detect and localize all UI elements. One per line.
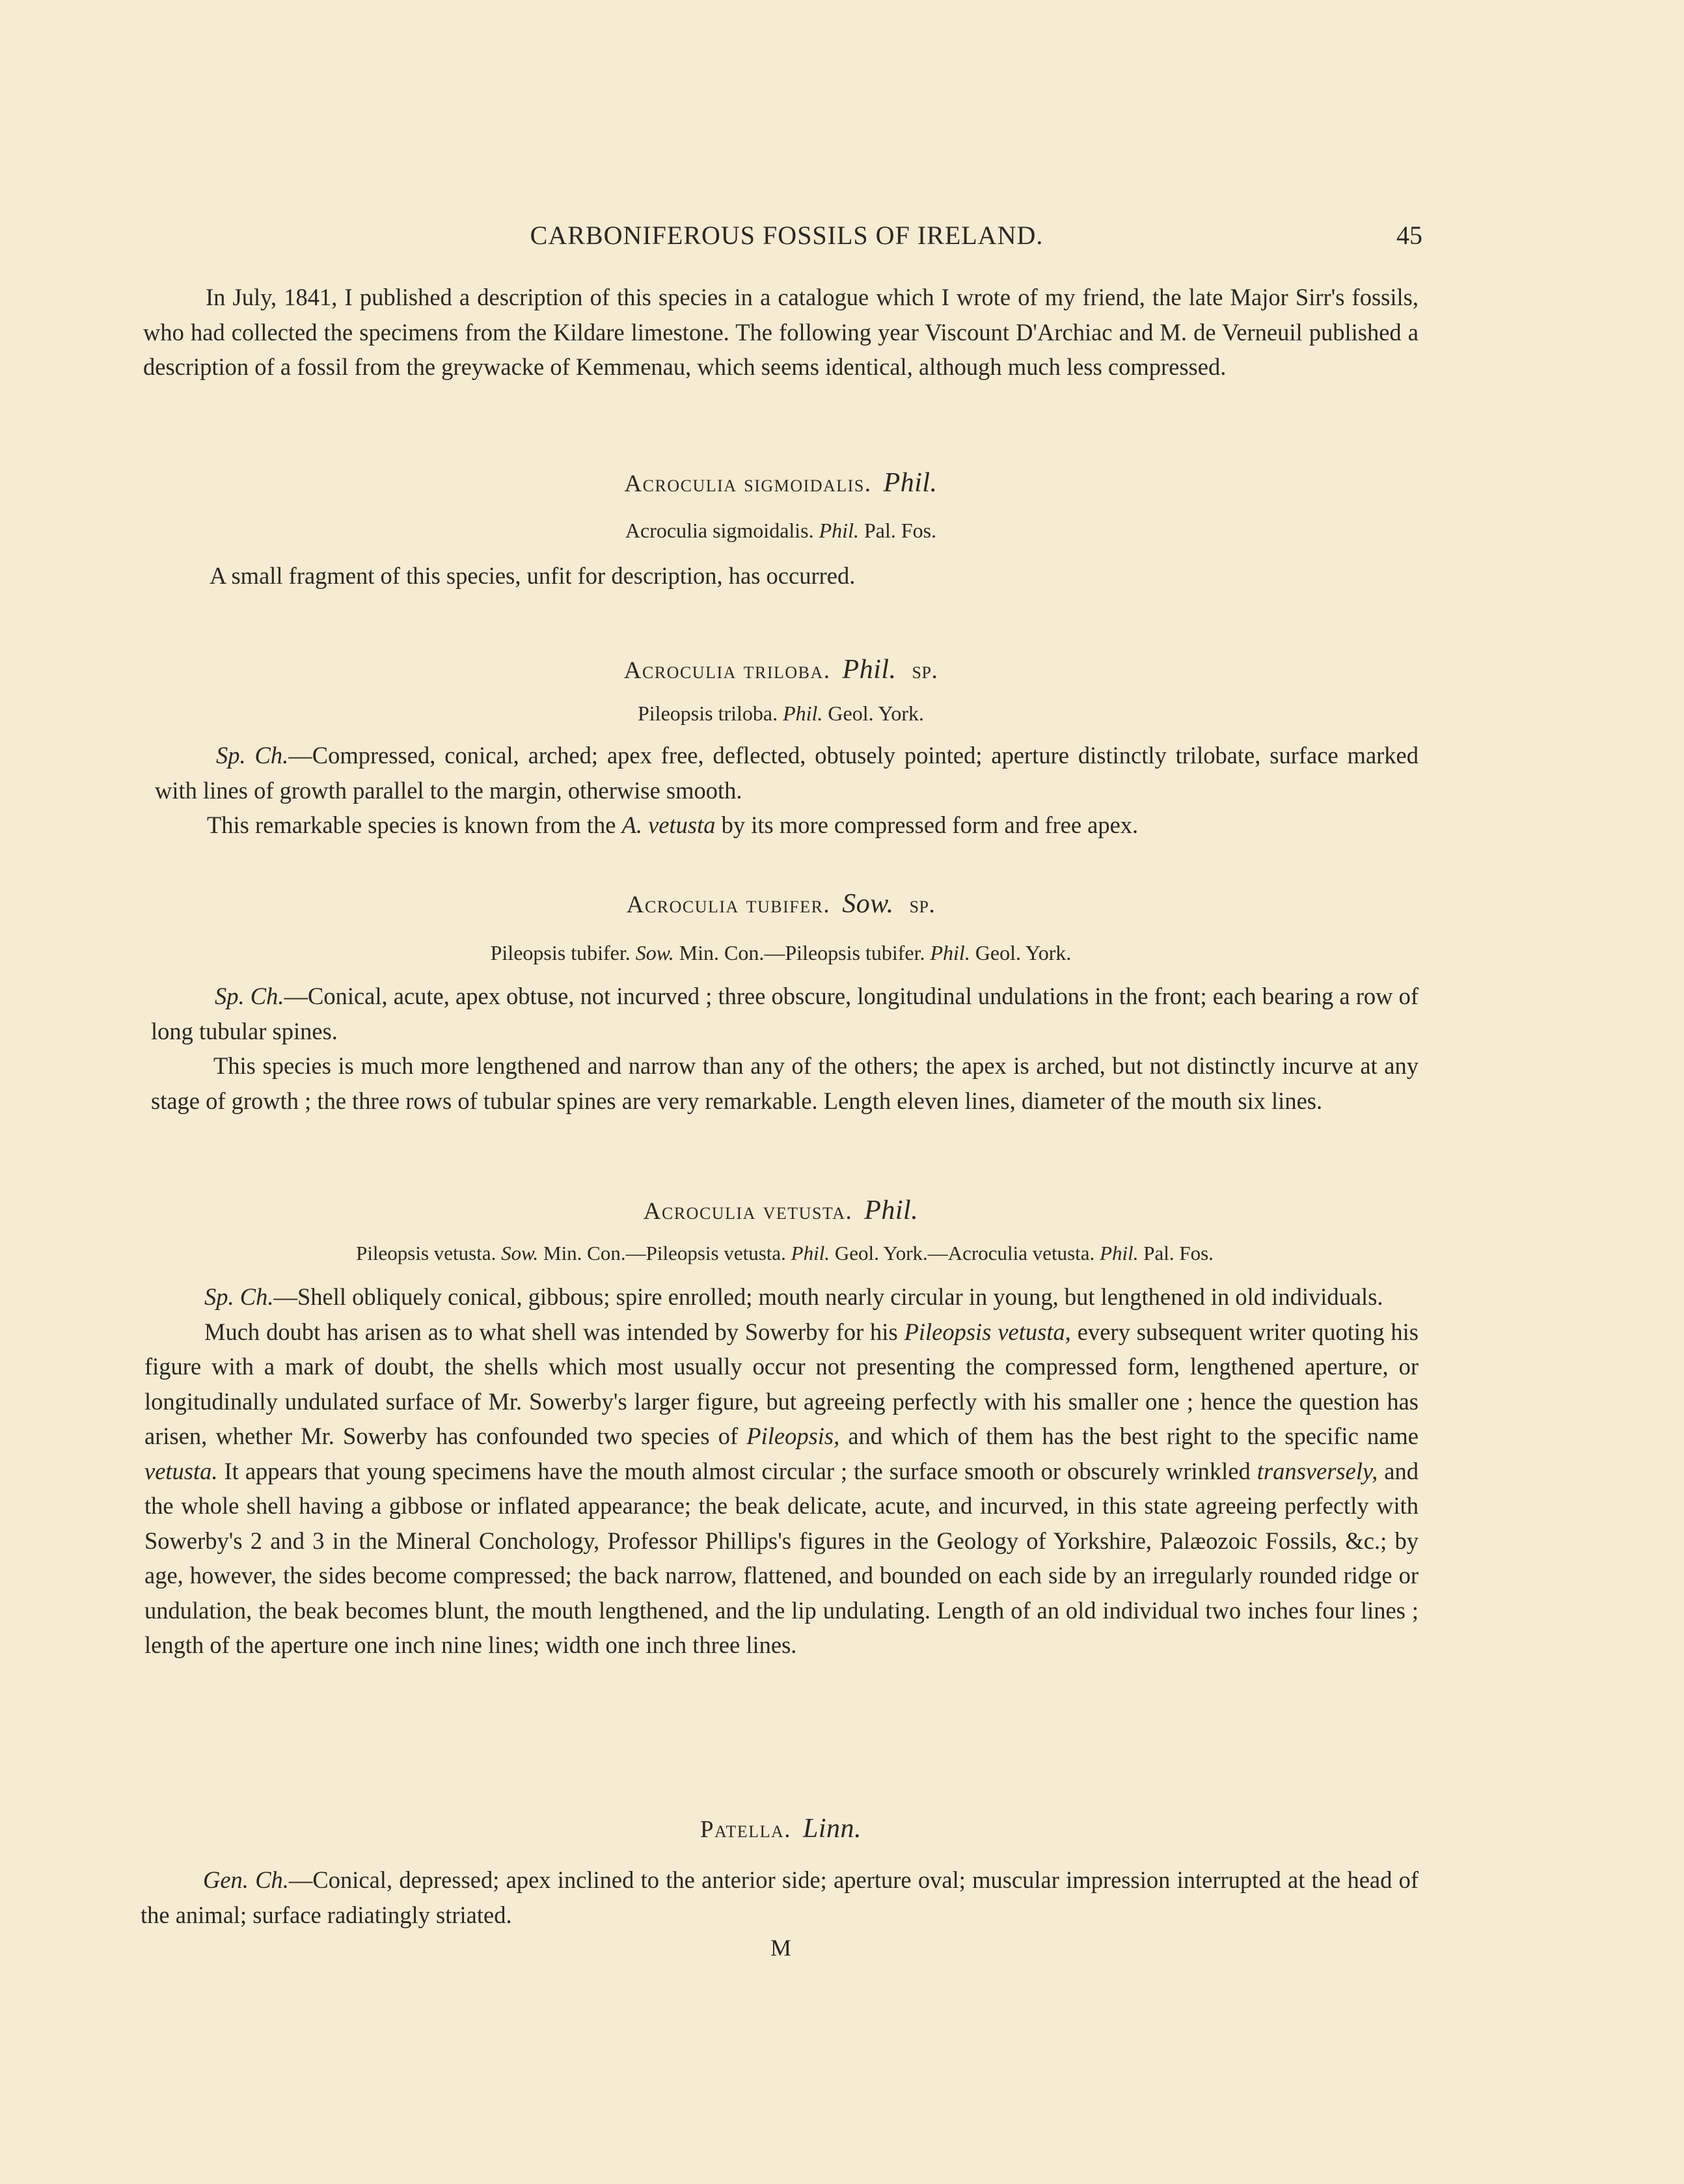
species-name: Acroculia vetusta. — [643, 1198, 853, 1225]
discussion-italic-3: vetusta. — [144, 1457, 218, 1484]
synonym-ref: Pal. Fos. — [863, 519, 937, 542]
species-name: Acroculia sigmoidalis. — [624, 471, 872, 497]
triloba-remark — [155, 808, 1419, 843]
genus-name: Patella. — [699, 1816, 791, 1843]
synonym-author: Phil. — [783, 702, 823, 725]
ch-text: —Conical, acute, apex obtuse, not incurved ; three obscure, longitudinal undulations in the front; each bearing a row of long tubular spines. — [151, 983, 1419, 1044]
synonym-author: Sow. — [501, 1242, 539, 1264]
triloba-characters — [155, 738, 1419, 808]
synonym-sigmoidalis — [143, 519, 1419, 543]
synonym-tubifer — [143, 941, 1419, 965]
species-sp: sp. — [912, 657, 938, 684]
species-author: Phil. — [864, 1195, 919, 1225]
synonym-author-2: Phil. — [930, 941, 970, 964]
discussion-text-4: It appears that young specimens have the mouth almost circular ; the surface smooth or obscurely wrinkled — [217, 1457, 1257, 1484]
synonym-ref: Geol. York. — [828, 702, 924, 725]
synonym-author-3: Phil. — [1100, 1242, 1139, 1264]
synonym-author-2: Phil. — [791, 1242, 830, 1264]
ch-text: —Conical, depressed; apex inclined to the anterior side; aperture oval; muscular impression interrupted at the head of the animal; surface radiatingly striated. — [141, 1866, 1419, 1928]
heading-triloba — [143, 654, 1419, 685]
species-sp: sp. — [909, 892, 936, 918]
discussion-italic-2: Pileopsis, — [746, 1423, 840, 1449]
ch-label: Sp. Ch. — [216, 742, 289, 769]
remark-italic: A. vetusta — [621, 812, 716, 838]
synonym-text: Pileopsis triloba. — [637, 702, 778, 725]
ch-text: —Shell obliquely conical, gibbous; spire enrolled; mouth nearly circular in young, but lengthened in old individuals. — [273, 1283, 1383, 1310]
species-author: Sow. — [842, 889, 894, 919]
vetusta-characters — [144, 1279, 1419, 1315]
synonym-text: Pileopsis tubifer. — [490, 941, 631, 964]
heading-tubifer — [143, 888, 1419, 920]
discussion-text-1: Much doubt has arisen as to what shell was intended by Sowerby for his — [204, 1318, 904, 1345]
tubifer-paragraph — [151, 979, 1419, 1118]
intro-paragraph — [143, 280, 1419, 385]
vetusta-discussion — [144, 1315, 1419, 1663]
discussion-text-5: and the whole shell having a gibbose or inflated appearance; the beak delicate, acute, and incurved, in this state agreeing perfectly with Sowerby's 2 and 3 in the Mineral Conchology, Professor Phillips's figures in the Geology of Yorkshire, Palæozoic Fossils, &c.; by age, however, the sides become compressed; the back narrow, flattened, and bounded on each side by an irregularly rounded ridge or undulation, the beak becomes blunt, the mouth lengthened, and the lip undulating. Length of an old individual two inches four lines ; length of the aperture one inch nine lines; width one inch three lines. — [144, 1457, 1419, 1658]
heading-patella — [143, 1813, 1419, 1844]
remark-text-end: by its more compressed form and free apex. — [715, 812, 1139, 838]
discussion-text-3: and which of them has the best right to the specific name — [839, 1423, 1419, 1449]
ch-text: —Compressed, conical, arched; apex free, deflected, obtusely pointed; aperture distinctly trilobate, surface marked with lines of growth parallel to the margin, otherwise smooth. — [155, 742, 1419, 804]
synonym-ref: Min. Con.—Pileopsis tubifer. — [679, 941, 925, 964]
synonym-triloba — [143, 702, 1419, 726]
vetusta-paragraph — [144, 1279, 1419, 1663]
triloba-paragraph — [155, 738, 1419, 843]
synonym-ref: Min. Con.—Pileopsis vetusta. — [543, 1242, 786, 1264]
genus-author: Linn. — [803, 1814, 862, 1844]
patella-paragraph — [141, 1863, 1419, 1932]
tubifer-characters — [151, 979, 1419, 1048]
synonym-text: Pileopsis vetusta. — [356, 1242, 496, 1264]
discussion-italic-4: transversely, — [1256, 1457, 1378, 1484]
synonym-ref-2: Geol. York.—Acroculia vetusta. — [834, 1242, 1095, 1264]
running-head — [151, 220, 1422, 259]
ch-label: Sp. Ch. — [204, 1283, 274, 1310]
running-title: CARBONIFEROUS FOSSILS OF IRELAND. — [530, 221, 1044, 250]
intro-text: In July, 1841, I published a description of this species in a catalogue which I wrote of my friend, the late Major Sirr's fossils, who had collected the specimens from the Kildare limestone. The following year Viscount D'Archiac and M. de Verneuil published a description of a fossil from the greywacke of Kemmenau, which seems identical, although much less compressed. — [143, 284, 1419, 380]
synonym-ref-2: Geol. York. — [975, 941, 1072, 964]
synonym-author: Sow. — [635, 941, 674, 964]
synonym-vetusta — [147, 1242, 1422, 1265]
sigmoidalis-paragraph — [143, 558, 1419, 594]
synonym-text: Acroculia sigmoidalis. — [625, 519, 814, 542]
synonym-ref-3: Pal. Fos. — [1143, 1242, 1214, 1264]
discussion-text-2: every subsequent writer quoting his figure with a mark of doubt, the shells which most usually occur not presenting the compressed form, lengthened aperture, or longitudinally undulated surface of Mr. Sowerby's larger figure, but agreeing perfectly with his smaller one ; hence the question has arisen, whether Mr. Sowerby has confounded two species of — [144, 1318, 1419, 1449]
species-author: Phil. — [883, 468, 938, 498]
discussion-italic-1: Pileopsis vetusta, — [904, 1318, 1071, 1345]
page-number: 45 — [1396, 221, 1422, 250]
synonym-author: Phil. — [819, 519, 859, 542]
species-author: Phil. — [842, 655, 897, 685]
heading-vetusta — [143, 1195, 1419, 1226]
ch-label: Gen. Ch. — [203, 1866, 289, 1893]
remark-text: This remarkable species is known from the — [207, 812, 622, 838]
tubifer-remark: This species is much more lengthened and narrow than any of the others; the apex is arched, but not distinctly incurve at any stage of growth ; the three rows of tubular spines are very remarkable. Length eleven lines, diameter of the mouth six lines. — [151, 1052, 1419, 1114]
signature-mark: M — [770, 1935, 791, 1961]
heading-sigmoidalis — [143, 467, 1419, 498]
species-name: Acroculia triloba. — [623, 657, 831, 684]
ch-label: Sp. Ch. — [215, 983, 284, 1009]
species-name: Acroculia tubifer. — [626, 892, 831, 918]
patella-characters — [141, 1863, 1419, 1932]
sigmoidalis-text: A small fragment of this species, unfit for description, has occurred. — [210, 562, 856, 589]
